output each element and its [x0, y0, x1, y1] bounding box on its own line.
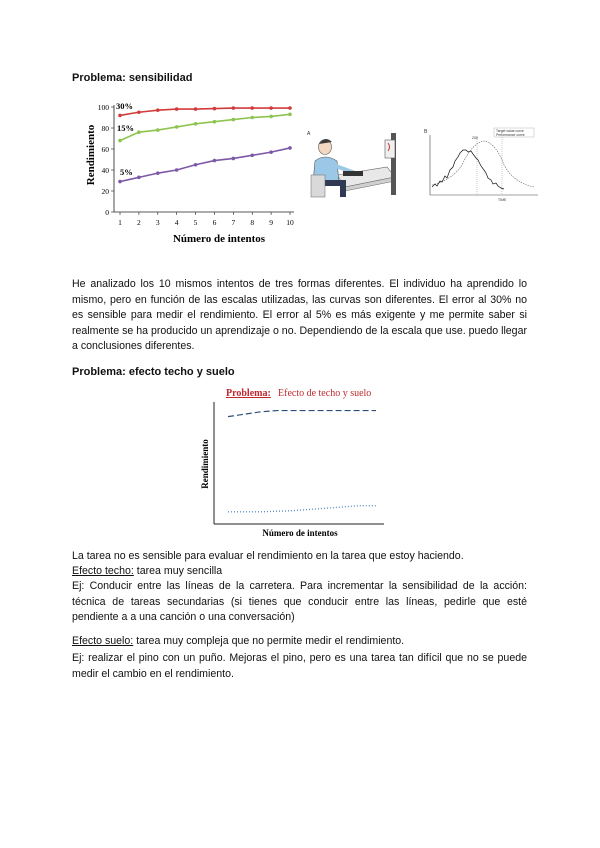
series-point	[137, 110, 141, 114]
series-point	[156, 108, 160, 112]
series-label-30: 30%	[116, 101, 133, 111]
series-point	[118, 180, 122, 184]
x-tick-label: 3	[155, 218, 160, 227]
svg-text:B: B	[424, 129, 428, 135]
chart2-title-prefix: Problema:	[226, 388, 271, 399]
series-point	[175, 168, 179, 172]
graph-time-label: TIME	[498, 198, 507, 202]
efecto-techo-text: tarea muy sencilla	[133, 565, 223, 577]
series-line-2	[120, 148, 290, 182]
chart2-xlabel: Número de intentos	[262, 528, 338, 538]
sensitivity-chart	[80, 95, 300, 250]
series-point	[175, 107, 179, 111]
y-tick-label: 20	[101, 187, 109, 196]
series-point	[175, 125, 179, 129]
series-point	[288, 146, 292, 150]
series-point	[213, 159, 217, 163]
x-tick-label: 9	[269, 218, 273, 227]
example-suelo: Ej: realizar el pino con un puño. Mejoras el pino, pero es una tarea tan difícil que no se puede medir el cambio en el rendimiento.	[72, 652, 527, 680]
x-tick-label: 4	[174, 218, 179, 227]
efecto-techo-line	[72, 564, 527, 580]
series-point	[156, 128, 160, 132]
series-point	[213, 107, 217, 111]
example-techo: Ej: Conducir entre las líneas de la carretera. Para incrementar la sensibilidad de la acción: técnica de tareas secundarias (si tienes que conducir entre las líneas, pedirle que esté pendiente a a una canción o una conversación)	[72, 580, 527, 624]
paragraph-sensibilidad: He analizado los 10 mismos intentos de tres formas diferentes. El individuo ha aprendido lo mismo, pero en función de las escalas utilizadas, las curvas son diferentes. El error al 30% no es sensible para medir el rendimiento. El error al 5% es más exigente y me permite saber si realmente se ha producido un aprendizaje o no. Dependiendo de la escala que use. puedo llegar a conclusiones diferentes.	[72, 278, 527, 353]
x-tick-label: 5	[193, 218, 198, 227]
series-point	[288, 106, 292, 110]
series-line-1	[120, 114, 290, 140]
series-point	[232, 157, 236, 161]
series-point	[232, 106, 236, 110]
y-tick-label: 0	[105, 208, 109, 217]
y-tick-label: 60	[101, 145, 109, 154]
series-point	[194, 122, 198, 126]
x-tick-label: 1	[118, 218, 122, 227]
series-point	[194, 163, 198, 167]
y-tick-label: 80	[101, 124, 109, 133]
series-point	[250, 116, 254, 120]
series-point	[250, 106, 254, 110]
series-line-0	[120, 108, 290, 115]
ceiling-floor-chart	[198, 384, 388, 542]
chart2-series-suelo	[228, 506, 376, 512]
series-point	[118, 139, 122, 143]
chart2-title: Efecto de techo y suelo	[278, 388, 372, 399]
line-no-sensible: La tarea no es sensible para evaluar el rendimiento en la tarea que estoy haciendo.	[72, 550, 464, 562]
y-tick-label: 40	[101, 166, 109, 175]
series-point	[213, 120, 217, 124]
x-tick-label: 10	[286, 218, 294, 227]
series-label-5: 5%	[120, 167, 133, 177]
series-point	[118, 114, 122, 118]
efecto-suelo-line	[72, 634, 527, 650]
target-performance-graph	[422, 125, 540, 203]
series-point	[137, 130, 141, 134]
efecto-techo-label: Efecto techo:	[72, 565, 134, 577]
series-point	[137, 176, 141, 180]
x-tick-label: 8	[250, 218, 255, 227]
legend-performance: Performance curve	[496, 133, 525, 137]
x-tick-label: 2	[137, 218, 141, 227]
series-point	[269, 115, 273, 119]
series-point	[232, 118, 236, 122]
person-at-desk-illustration	[305, 125, 410, 203]
chart2-ylabel: Rendimiento	[200, 439, 210, 489]
series-point	[269, 150, 273, 154]
series-label-15: 15%	[117, 123, 134, 133]
series-point	[194, 107, 198, 111]
efecto-suelo-label: Efecto suelo:	[72, 635, 134, 647]
svg-text:A: A	[307, 131, 311, 137]
y-tick-label: 100	[97, 103, 109, 112]
efecto-suelo-text: tarea muy compleja que no permite medir el rendimiento.	[133, 635, 405, 647]
series-point	[156, 171, 160, 175]
chart1-xlabel: Número de intentos	[172, 233, 266, 245]
x-tick-label: 6	[212, 218, 217, 227]
x-tick-label: 7	[231, 218, 236, 227]
graph-peak-label: 200	[472, 136, 478, 140]
chart1-ylabel: Rendimiento	[85, 124, 97, 186]
legend-target: Target value curve	[496, 129, 524, 133]
series-point	[250, 154, 254, 158]
section-heading-sensibilidad: Problema: sensibilidad	[72, 72, 193, 84]
section-heading-techo-suelo: Problema: efecto techo y suelo	[72, 366, 235, 378]
series-point	[269, 106, 273, 110]
series-point	[288, 113, 292, 117]
chart2-series-techo	[228, 411, 376, 417]
